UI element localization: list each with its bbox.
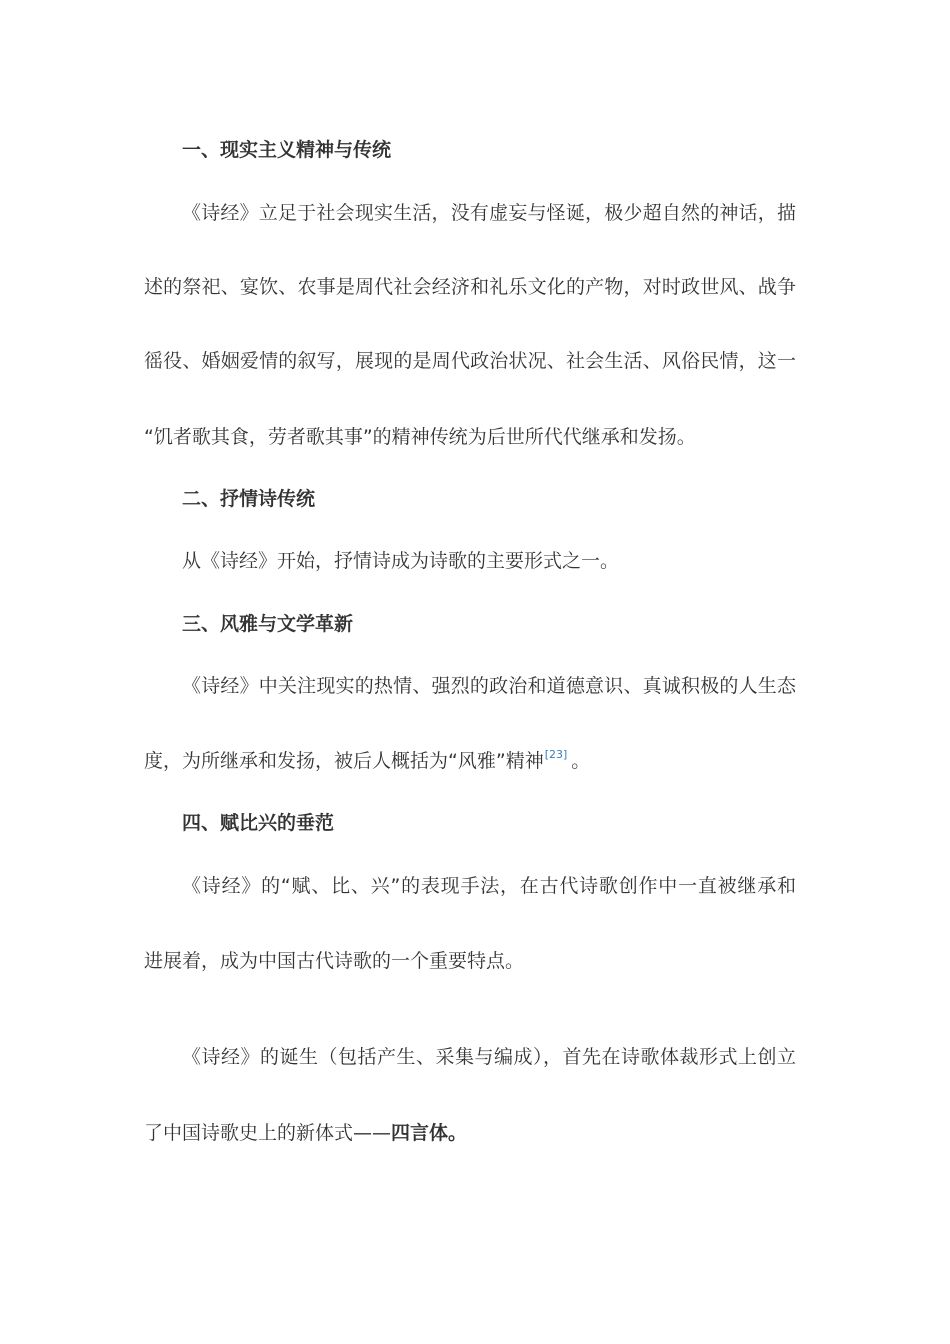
reference-link[interactable]: [23] (544, 748, 568, 761)
paragraph-text: 。 (571, 750, 591, 772)
paragraph-text: 了中国诗歌史上的新体式—— (144, 1122, 392, 1144)
paragraph-line: 《诗经》中关注现实的热情、强烈的政治和道德意识、真诚积极的人生态 (182, 675, 796, 697)
paragraph-line: 《诗经》立足于社会现实生活，没有虚妄与怪诞，极少超自然的神话，描 (182, 202, 796, 224)
emphasis-text: 四言体 (391, 1122, 449, 1144)
paragraph-line: 述的祭祀、宴饮、农事是周代社会经济和礼乐文化的产物，对时政世风、战争 (144, 276, 796, 298)
paragraph-line: 进展着，成为中国古代诗歌的一个重要特点。 (144, 950, 525, 972)
paragraph-line: 《诗经》的“赋、比、兴”的表现手法，在古代诗歌创作中一直被继承和 (182, 875, 796, 897)
paragraph-line (144, 749, 796, 773)
paragraph-text: 度，为所继承和发扬，被后人概括为“风雅”精神 (144, 750, 544, 772)
section-heading-realism: 一、现实主义精神与传统 (182, 139, 392, 161)
section-heading-lyric: 二、抒情诗传统 (182, 488, 316, 510)
section-heading-fubixing: 四、赋比兴的垂范 (182, 812, 335, 834)
paragraph-text: 。 (448, 1122, 468, 1144)
section-heading-fengya: 三、风雅与文学革新 (182, 613, 354, 635)
paragraph-line: 徭役、婚姻爱情的叙写，展现的是周代政治状况、社会生活、风俗民情，这一 (144, 350, 796, 372)
paragraph-line (144, 1121, 796, 1145)
paragraph-line: “饥者歌其食，劳者歌其事”的精神传统为后世所代代继承和发扬。 (144, 426, 696, 448)
paragraph-line: 《诗经》的诞生（包括产生、采集与编成），首先在诗歌体裁形式上创立 (182, 1046, 796, 1068)
paragraph-line: 从《诗经》开始，抒情诗成为诗歌的主要形式之一。 (182, 550, 620, 572)
